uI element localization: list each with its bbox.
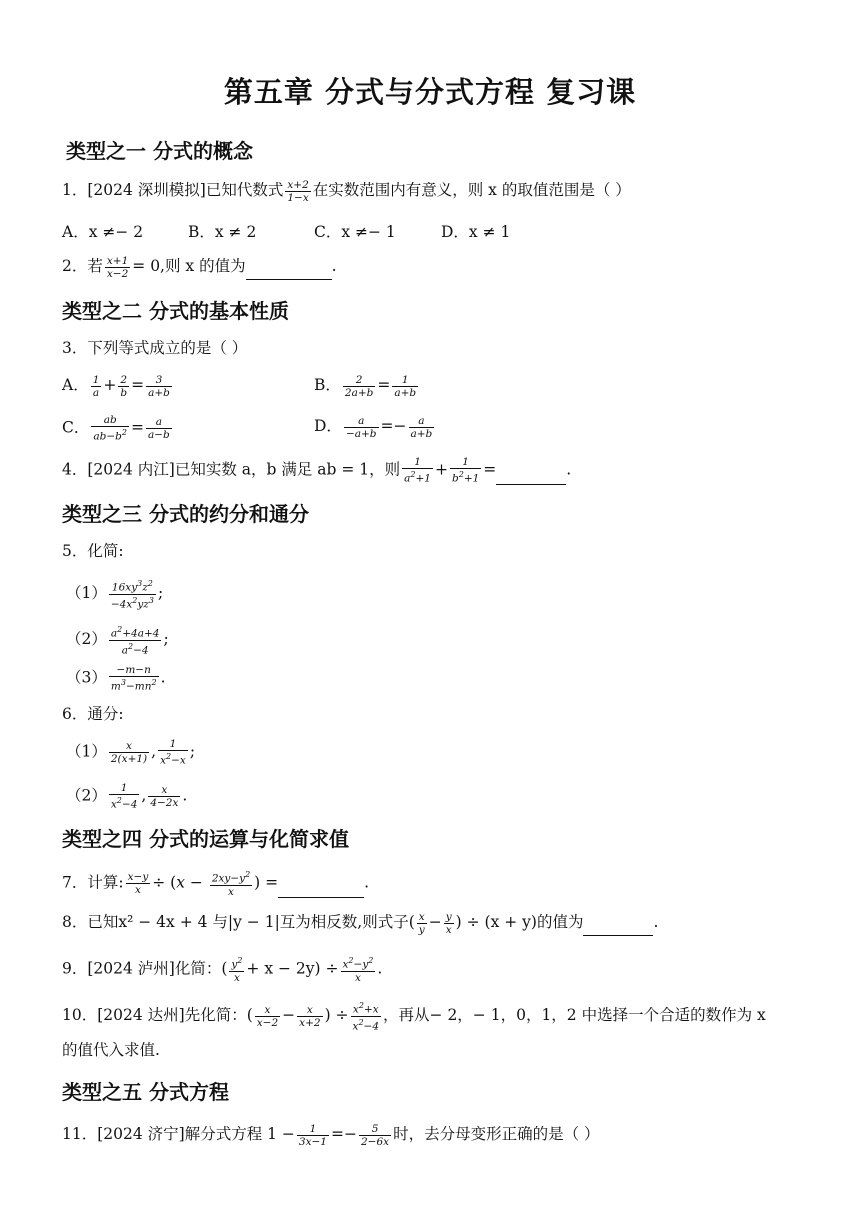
q2-fraction: $\frac{x+1}{x-2}$ — [106, 254, 129, 280]
q6-item-1: （1） $\frac{x}{2(x+1)}$ , $\frac{1}{x^2-x}$ ; — [66, 738, 196, 767]
question-8: 8．已知x² − 4x + 4 与|y − 1|互为相反数,则式子( $\frac{x}{y}$ − $\frac{y}{x}$ ) ÷ (x + y)的值为 . — [62, 910, 659, 936]
question-5: 5．化简: — [62, 542, 124, 560]
question-10: 10．[2024 达州]先化简：( $\frac{x}{x-2}$ − $\frac{x}{x+2}$ ) ÷ $\frac{x^2+x}{x^2-4}$ ，再从− 2，− 1，0，1，2 中选择一个合适的数作为 x — [62, 1001, 766, 1032]
section-heading-4: 类型之四 分式的运算与化简求值 — [62, 827, 349, 851]
question-11: 11．[2024 济宁]解分式方程 1 − $\frac{1}{3x-1}$ =− $\frac{5}{2-6x}$ 时，去分母变形正确的是（ ） — [62, 1122, 600, 1148]
q1-tail: 在实数范围内有意义，则 x 的取值范围是（ ） — [312, 181, 631, 199]
q1-option-c: C．x ≠− 1 — [314, 223, 396, 241]
question-1 — [62, 178, 631, 204]
q3-option-c: C． $\frac{ab}{ab-b^2}$ = $\frac{a}{a-b}$ — [62, 414, 170, 443]
question-6: 6．通分: — [62, 705, 124, 723]
q7-answer-blank — [278, 881, 364, 898]
section-heading-5: 类型之五 分式方程 — [62, 1080, 229, 1104]
q1-option-b: B．x ≠ 2 — [188, 223, 257, 241]
question-10-line-2: 的值代入求值. — [62, 1041, 160, 1059]
q1-fraction: $\frac{x+2}{1-x}$ — [287, 178, 309, 204]
q5-item-3: （3） $\frac{-m-n}{m^3-mn^2}$ . — [66, 664, 166, 693]
q3-option-b: B． $\frac{2}{2a+b}$ = $\frac{1}{a+b}$ — [314, 373, 417, 399]
q3-option-a: A． $\frac{1}{a}$ + $\frac{2}{b}$ = $\frac{3}{a+b}$ — [62, 373, 170, 399]
q1-option-d: D．x ≠ 1 — [441, 223, 511, 241]
q2-answer-blank — [246, 263, 332, 280]
section-heading-2: 类型之二 分式的基本性质 — [62, 299, 289, 323]
section-heading-3: 类型之三 分式的约分和通分 — [62, 502, 309, 526]
question-2: 2．若 $\frac{x+1}{x-2}$ = 0,则 x 的值为 . — [62, 254, 337, 280]
q1-lead: 1．[2024 深圳模拟]已知代数式 — [62, 181, 284, 199]
q4-answer-blank — [496, 468, 566, 485]
q6-item-2: （2） $\frac{1}{x^2-4}$ , $\frac{x}{4-2x}$ . — [66, 782, 188, 811]
q1-option-a: A．x ≠− 2 — [62, 223, 144, 241]
question-3: 3．下列等式成立的是（ ） — [62, 339, 248, 357]
section-heading-1: 类型之一 分式的概念 — [66, 139, 253, 163]
q8-answer-blank — [583, 919, 653, 936]
question-7: 7．计算: $\frac{x-y}{x}$ ÷ (x − $\frac{2xy-y^2}{x}$ ) = . — [62, 870, 370, 898]
question-9: 9．[2024 泸州]化简：( $\frac{y^2}{x}$ + x − 2y) ÷ $\frac{x^2-y^2}{x}$ . — [62, 956, 383, 984]
question-4: 4．[2024 内江]已知实数 a，b 满足 ab = 1，则 $\frac{1}{a^2+1}$ + $\frac{1}{b^2+1}$ = . — [62, 456, 572, 485]
q3-option-d: D． $\frac{a}{-a+b}$ =− $\frac{a}{a+b}$ — [314, 414, 433, 440]
q5-item-2: （2） $\frac{a^2+4a+4}{a^2-4}$ ; — [66, 625, 169, 656]
q5-item-1: （1） $\frac{16xy^3z^2}{-4x^2yz^3}$ ; — [66, 579, 164, 610]
page-title: 第五章 分式与分式方程 复习课 — [223, 75, 637, 109]
